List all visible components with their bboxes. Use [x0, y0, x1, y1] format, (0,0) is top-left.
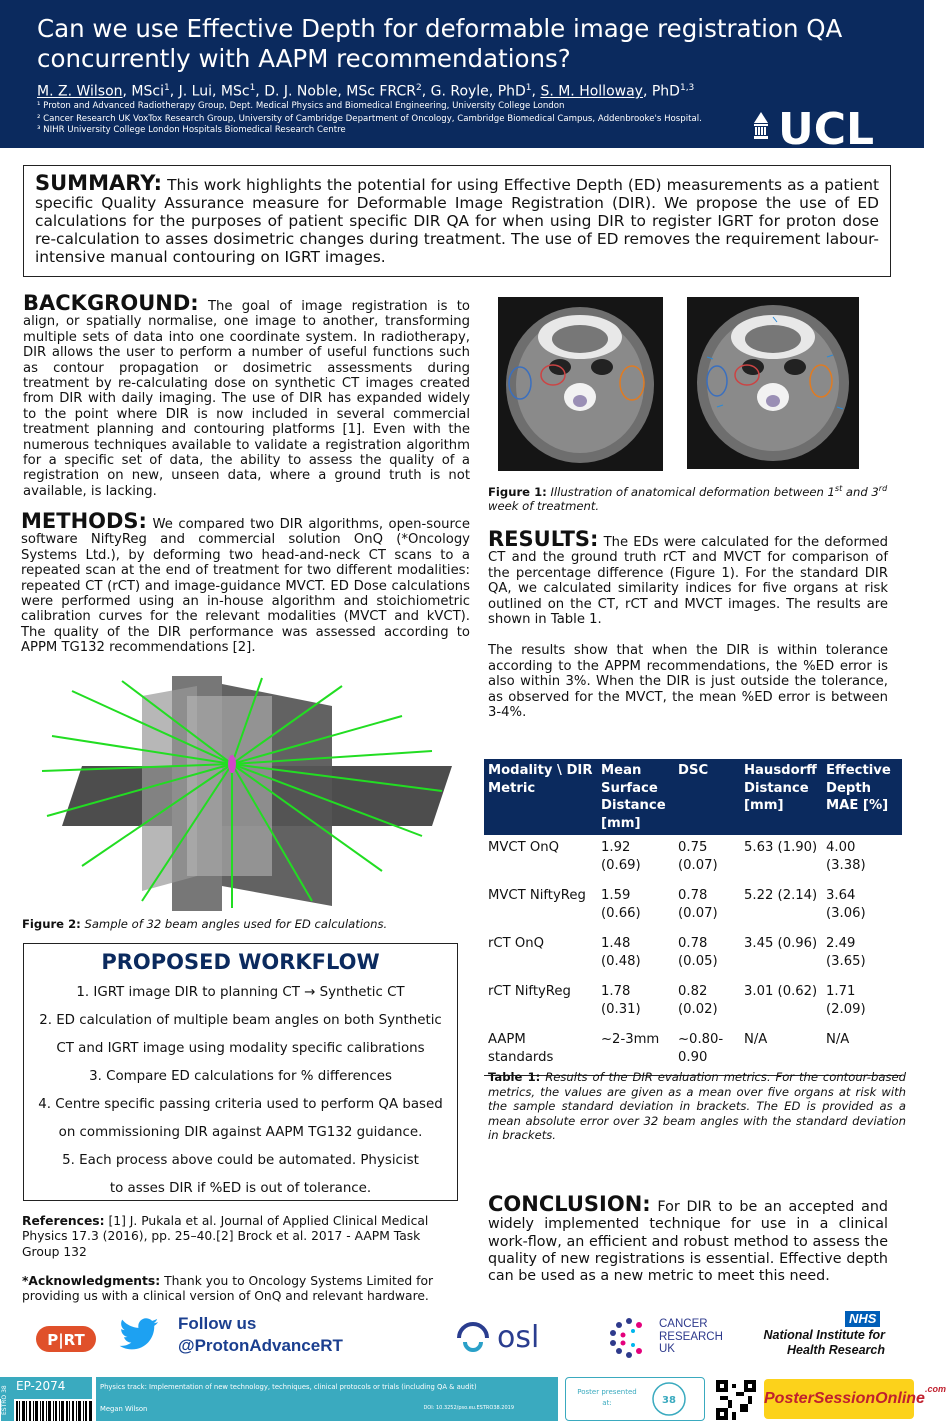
- figure-1-ct-image-week1: [498, 297, 663, 471]
- acknowledgments: [22, 1274, 452, 1305]
- cruk-line-3: UK: [659, 1343, 675, 1355]
- table-cell: rCT OnQ: [488, 936, 544, 951]
- workflow-step-1: 1. IGRT image DIR to planning CT → Synthetic CT: [76, 985, 405, 1000]
- conclusion-heading: CONCLUSION:: [488, 1192, 651, 1216]
- author-name: J. Lui: [178, 83, 212, 100]
- ucl-logo: [752, 104, 892, 155]
- twitter-handle[interactable]: @ProtonAdvanceRT: [178, 1336, 343, 1355]
- table-cell: 1.71 (2.09): [826, 984, 866, 1017]
- methods-section: [21, 509, 470, 656]
- table-cell: 1.59 (0.66): [601, 888, 641, 921]
- workflow-title: PROPOSED WORKFLOW: [101, 950, 380, 974]
- postersessiononline-logo: [764, 1379, 946, 1419]
- nhs-logo: NHS: [845, 1311, 880, 1327]
- affiliation-2: ² Cancer Research UK VoxTox Research Group, University of Cambridge Department of Oncology, Cambridge Biomedical Campus, Addenbrooke's Hospital.: [37, 114, 702, 124]
- figure-1-caption: [488, 482, 908, 514]
- cruk-symbol-icon: [603, 1315, 655, 1359]
- ucl-wordmark: UCL: [778, 104, 875, 155]
- author-affiliation-mark: 1: [525, 83, 532, 93]
- table-cell: 0.82 (0.02): [678, 984, 718, 1017]
- author-affiliation-mark: 1: [163, 83, 170, 93]
- table-cell: 0.75 (0.07): [678, 840, 718, 873]
- table-cell: rCT NiftyReg: [488, 984, 571, 999]
- footer-doi: DOI: 10.3252/pso.eu.ESTRO38.2019: [423, 1405, 514, 1411]
- table-header-modality: Modality \ DIR Metric: [484, 759, 597, 835]
- nihr-logo: [740, 1328, 885, 1358]
- part-logo: [35, 1318, 97, 1360]
- results-table: [484, 759, 902, 1076]
- figure-1-ct-image-week3: [687, 297, 859, 469]
- twitter-bird-icon: [114, 1314, 164, 1356]
- table-cell: ~2-3mm: [597, 1027, 674, 1076]
- author-separator: ,: [169, 83, 179, 100]
- table-cell: 0.78 (0.05): [678, 936, 718, 969]
- results-text-2: The results show that when the DIR is within tolerance according to the APPM recommendations, the %ED error is also within 3%. When the DIR is just outside the tolerance, as observed for the MVCT, the mean %ED error is between 3-4%.: [488, 643, 888, 721]
- pso-brand: PosterSessionOnline: [764, 1390, 925, 1407]
- estro-38-number: 38: [662, 1395, 676, 1406]
- table-row: [484, 931, 902, 979]
- figure-2-label: Figure 2:: [22, 917, 81, 931]
- nihr-line-2: Health Research: [787, 1343, 885, 1357]
- table-row: [484, 1027, 902, 1076]
- author-degree: , MSc: [211, 83, 250, 100]
- workflow-step-5: 5. Each process above could be automated. Physicist to asses DIR if %ED is out of tolerance.: [62, 1153, 419, 1196]
- author-degree: , MSc FRCR: [337, 83, 416, 100]
- table-row: [484, 979, 902, 1027]
- presented-at-badge: [565, 1377, 705, 1421]
- workflow-step-4: 4. Centre specific passing criteria used to perform QA based on commissioning DIR against AAPM TG132 guidance.: [38, 1097, 443, 1140]
- poster-title: Can we use Effective Depth for deformable image registration QA concurrently with AAPM recommendations?: [37, 14, 843, 73]
- track-text: Physics track: Implementation of new technology, techniques, clinical protocols or trials (including QA & audit): [100, 1383, 477, 1391]
- table-cell: 4.00 (3.38): [826, 840, 866, 873]
- table-cell: MVCT OnQ: [488, 840, 559, 855]
- methods-heading: METHODS:: [21, 509, 147, 533]
- nihr-line-1: National Institute for: [763, 1328, 885, 1342]
- author-separator: ,: [255, 83, 265, 100]
- table-header-hausdorff: Hausdorff Distance [mm]: [740, 759, 822, 835]
- table-cell: 5.63 (1.90): [744, 840, 818, 855]
- acknowledgments-label: *Acknowledgments:: [22, 1274, 161, 1288]
- table-header-ed-mae: Effective Depth MAE [%]: [822, 759, 902, 835]
- osl-text: osl: [497, 1320, 540, 1355]
- figure-1-text-b: and 3: [842, 484, 879, 499]
- figure-1-text-a: Illustration of anatomical deformation between 1: [550, 484, 835, 499]
- figure-2-text: Sample of 32 beam angles used for ED calculations.: [84, 917, 388, 931]
- figure-2-caption: [22, 917, 470, 932]
- summary-box: [23, 165, 891, 277]
- background-text: The goal of image registration is to align, or spatially normalise, one image to another, transforming multiple sets of data into one coordinate system. In radiotherapy, DIR allows the user to perform a number of useful functions such as contour propagation or dosimetric assessments during treatment by re-calculating dose on synthetic CT images created from DIR with daily imaging. The use of DIR has expanded widely to the point where DIR is now included in several commercial treatment planning and contouring platforms [1]. Even with the numerous techniques available to validate a registration algorithm for a specific set of data, the ability to assess the quality of a registration on new, unseen data, where a ground truth is not available, is lacking.: [23, 299, 470, 499]
- table-caption-label: Table 1:: [488, 1070, 541, 1084]
- author-degree: , PhD: [642, 83, 680, 100]
- methods-text: We compared two DIR algorithms, open-source software NiftyReg and commercial solution OnQ (*Oncology Systems Ltd.), by deforming two head-and-neck CT scans to a repeated scan at the end of treatment for two different modalities: repeated CT (rCT) and image-guidance MVCT. ED Dose calculations were performed using an in-house algorithm and stoichiometric calibration curves for the relevant modalities (MVCT and kVCT). The quality of the DIR performance was assessed according to APPM TG132 recommendations [2].: [21, 517, 470, 656]
- table-cell: 3.01 (0.62): [744, 984, 818, 999]
- table-cell: 5.22 (2.14): [744, 888, 818, 903]
- table-cell: N/A: [740, 1027, 822, 1076]
- references-label: References:: [22, 1214, 105, 1228]
- table-cell: 0.78 (0.07): [678, 888, 718, 921]
- table-cell: 3.64 (3.06): [826, 888, 866, 921]
- follow-label: Follow us: [178, 1314, 257, 1333]
- author-affiliation-mark: 2: [415, 83, 422, 93]
- figure-2-beam-angles-image: [22, 676, 470, 914]
- poster-header: [0, 0, 924, 155]
- table-cell: 1.48 (0.48): [601, 936, 641, 969]
- side-label: ESTRO 38: [1, 1379, 14, 1421]
- footer-author: Megan Wilson: [100, 1405, 148, 1413]
- table-header-dsc: DSC: [674, 759, 740, 835]
- acknowledgments-text: Thank you to Oncology Systems Limited for providing us with a clinical version of OnQ and relevant hardware.: [22, 1274, 434, 1304]
- author-name: M. Z. Wilson: [37, 83, 123, 100]
- table-cell: 2.49 (3.65): [826, 936, 866, 969]
- author-separator: ,: [531, 83, 541, 100]
- presented-at-text: Poster presented at:: [577, 1388, 637, 1407]
- table-cell: 1.92 (0.69): [601, 840, 641, 873]
- table-row: [484, 835, 902, 883]
- workflow-box: [23, 943, 458, 1201]
- author-affiliation-mark: 1: [249, 83, 256, 93]
- cruk-line-1: CANCER: [659, 1318, 708, 1330]
- workflow-step-3: 3. Compare ED calculations for % differences: [89, 1069, 392, 1084]
- pso-suffix: .com: [924, 1384, 946, 1394]
- author-name: S. M. Holloway: [540, 83, 643, 100]
- table-cell: AAPM standards: [484, 1027, 597, 1076]
- part-logo-text: P|RT: [47, 1331, 85, 1349]
- osl-logo: [455, 1318, 565, 1356]
- results-heading: RESULTS:: [488, 527, 599, 551]
- summary-text: This work highlights the potential for using Effective Depth (ED) measurements as a patient specific Quality Assurance measure for Deformable Image Registration (DIR). We propose the use of ED calculations for the purposes of patient specific DIR QA for when using DIR to register IGRT for proton dose re-calculation to asses dosimetric changes during treatment. The use of ED removes the requirement labour-intensive manual contouring on IGRT images.: [35, 176, 879, 266]
- table-caption-text: Results of the DIR evaluation metrics. For the contour-based metrics, the values are given as a mean over five organs at risk with the sample standard deviation in brackets. The ED is provided as a mean absolute error over 32 beam angles with the standard deviation in brackets.: [488, 1070, 906, 1142]
- table-cell: ~0.80-0.90: [674, 1027, 740, 1076]
- table-cell: 3.45 (0.96): [744, 936, 818, 951]
- table-caption: [488, 1070, 906, 1143]
- background-section: [23, 291, 470, 499]
- author-name: D. J. Noble: [264, 83, 338, 100]
- results-text: The EDs were calculated for the deformed CT and the ground truth rCT and MVCT for comparison of the percentage difference (Figure 1). For the standard DIR QA, we calculated similarity indices for five organs at risk outlined on the CT, rCT and MVCT images. The results are shown in Table 1.: [488, 535, 888, 628]
- author-separator: ,: [421, 83, 431, 100]
- background-heading: BACKGROUND:: [23, 291, 199, 315]
- table-row: [484, 883, 902, 931]
- cruk-logo: [659, 1318, 723, 1356]
- table-cell: N/A: [822, 1027, 902, 1076]
- cruk-line-2: RESEARCH: [659, 1330, 723, 1343]
- summary-heading: SUMMARY:: [35, 171, 163, 195]
- workflow-step-2: 2. ED calculation of multiple beam angles on both Synthetic CT and IGRT image using modality specific calibrations: [39, 1013, 442, 1056]
- affiliation-1: ¹ Proton and Advanced Radiotherapy Group, Dept. Medical Physics and Biomedical Engineering, University College London: [37, 101, 565, 111]
- figure-1-label: Figure 1:: [488, 484, 547, 499]
- results-section: [488, 527, 888, 721]
- figure-1-text-c: week of treatment.: [488, 499, 600, 514]
- author-name: G. Royle: [430, 83, 489, 100]
- conclusion-text: For DIR to be an accepted and widely implemented technique for use in a clinical work-flow, an efficient and robust method to assess the quality of new registrations is essential. Effective depth can be used as a new metric to meet this need.: [488, 1199, 888, 1285]
- barcode-image: [16, 1401, 92, 1421]
- figure-1-sup-a: st: [834, 484, 843, 493]
- conclusion-section: [488, 1192, 888, 1285]
- references-text: [1] J. Pukala et al. Journal of Applied Clinical Medical Physics 17.3 (2016), pp. 25–40.[2] Brock et al. 2017 - AAPM Task Group 132: [22, 1214, 429, 1259]
- table-cell: 1.78 (0.31): [601, 984, 641, 1017]
- figure-1-sup-b: rd: [878, 484, 888, 493]
- poster-code: EP-2074: [0, 1377, 92, 1399]
- table-header-msd: Mean Surface Distance [mm]: [597, 759, 674, 835]
- author-degree: , MSci: [122, 83, 164, 100]
- estro-38-badge-icon: [644, 1381, 694, 1417]
- author-list: [37, 83, 694, 100]
- qr-code-image: [716, 1380, 756, 1420]
- track-bar: [96, 1377, 558, 1421]
- references: [22, 1214, 452, 1260]
- twitter-follow[interactable]: [178, 1313, 343, 1357]
- author-affiliation-mark: 1,3: [679, 83, 695, 93]
- author-degree: , PhD: [488, 83, 526, 100]
- table-cell: MVCT NiftyReg: [488, 888, 586, 903]
- affiliation-3: ³ NIHR University College London Hospitals Biomedical Research Centre: [37, 125, 346, 135]
